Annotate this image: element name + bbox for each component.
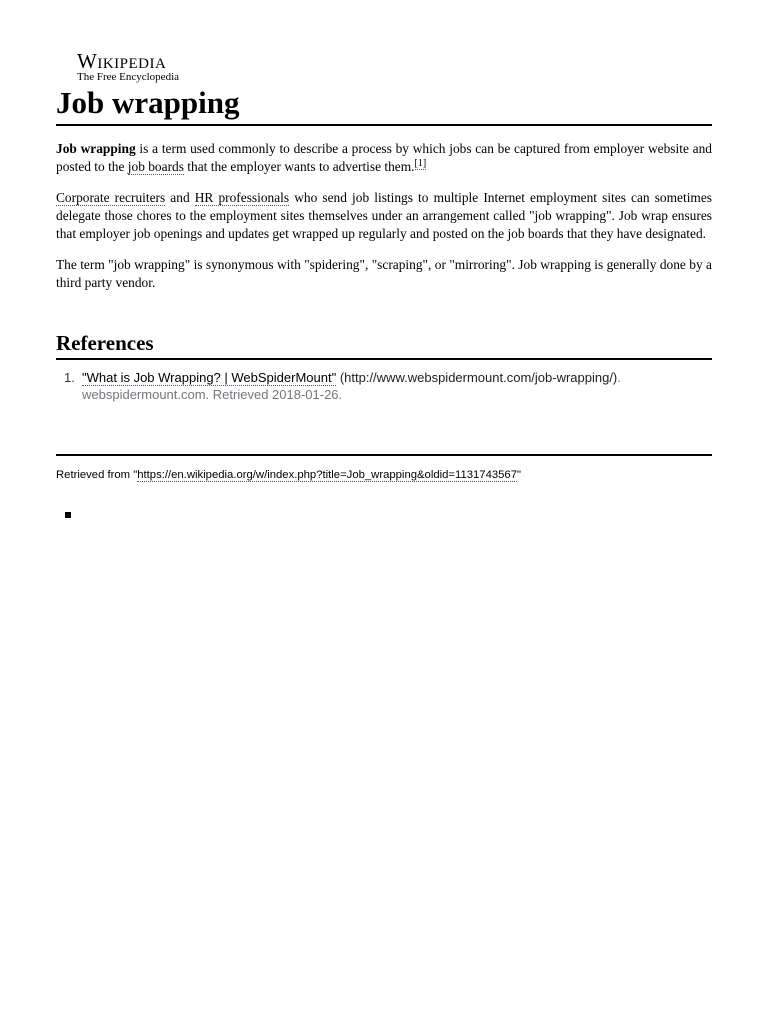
citation-1[interactable]: [1] bbox=[414, 157, 427, 169]
logo-wordmark: Wikipedia bbox=[77, 49, 167, 73]
logo-tagline: The Free Encyclopedia bbox=[77, 71, 180, 83]
link-hr-professionals[interactable]: HR professionals bbox=[194, 190, 290, 205]
wikipedia-logo[interactable] bbox=[77, 50, 217, 83]
article-body bbox=[56, 140, 712, 305]
link-job-boards[interactable]: job boards bbox=[127, 159, 184, 174]
intro-text-b: that the employer wants to advertise them. bbox=[183, 159, 415, 174]
paragraph-recruiters bbox=[56, 189, 712, 243]
page-title: Job wrapping bbox=[56, 84, 712, 126]
recruiters-text-a: and bbox=[165, 190, 195, 205]
term-bold: Job wrapping bbox=[56, 141, 136, 156]
paragraph-synonyms: The term "job wrapping" is synonymous with "spidering", "scraping", or "mirroring". Job wrapping is generally done by a third party vendor. bbox=[56, 257, 712, 290]
footer-divider bbox=[56, 454, 712, 456]
reference-number: 1. bbox=[64, 370, 75, 385]
paragraph-intro bbox=[56, 140, 712, 176]
reference-list bbox=[56, 369, 712, 403]
retrieved-suffix: " bbox=[517, 469, 522, 481]
reference-item bbox=[64, 369, 712, 403]
retrieved-url-link[interactable]: https://en.wikipedia.org/w/index.php?title=Job_wrapping&oldid=1131743567 bbox=[137, 469, 517, 481]
reference-details: . webspidermount.com. Retrieved 2018-01-26. bbox=[82, 370, 621, 402]
retrieved-prefix: Retrieved from " bbox=[56, 469, 138, 481]
link-corporate-recruiters[interactable]: Corporate recruiters bbox=[56, 190, 166, 205]
reference-title-link[interactable]: "What is Job Wrapping? | WebSpiderMount" bbox=[82, 370, 337, 385]
list-bullet bbox=[65, 512, 71, 518]
intro-text-a: is a term used commonly to describe a process by which jobs can be captured from employer website and posted to the bbox=[56, 141, 712, 174]
references-heading: References bbox=[56, 330, 712, 360]
retrieved-from bbox=[56, 468, 712, 483]
recruiters-text-b: who send job listings to multiple Internet employment sites can sometimes delegate those chores to the employment sites themselves under an arrangement called "job wrapping". Job wrap ensures that employer job openings and updates get wrapped up regularly and posted on the job boards that they have designated. bbox=[56, 190, 712, 241]
reference-url[interactable]: (http://www.webspidermount.com/job-wrapping/) bbox=[336, 370, 618, 385]
